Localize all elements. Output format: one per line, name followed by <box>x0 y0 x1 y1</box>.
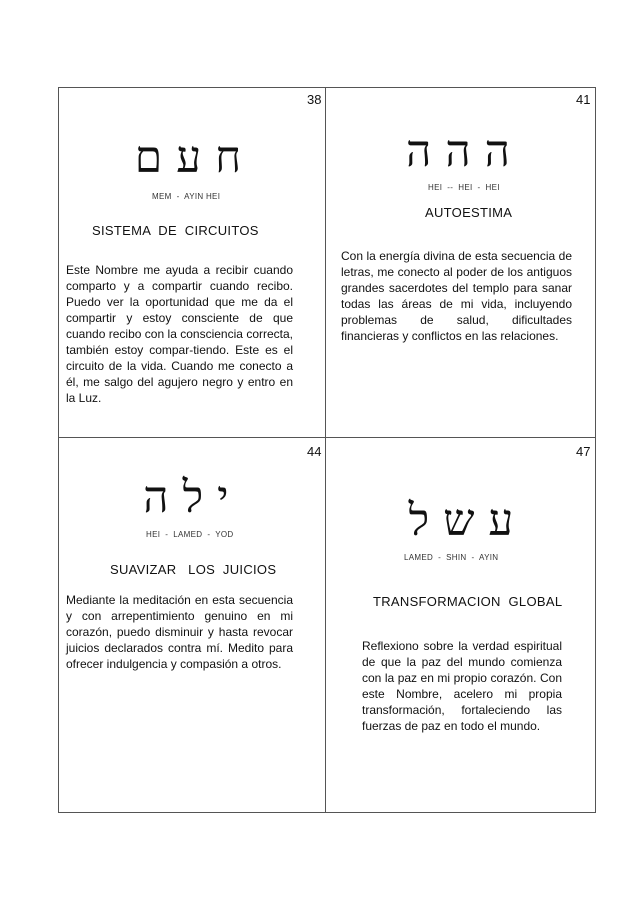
card-title: AUTOESTIMA <box>425 205 513 220</box>
letter-names: HEI - LAMED - YOD <box>146 530 234 539</box>
card-title: TRANSFORMACION GLOBAL <box>373 594 563 609</box>
letter-names: MEM - AYIN HEI <box>152 192 221 201</box>
card-description: Mediante la meditación en esta secuencia y con arrepentimiento genuino en mi corazón, puedo disminuir y hasta revocar juicios declarados contra mí. Medito para ofrecer indulgencia y compasión a otros. <box>66 593 293 671</box>
letter-names: LAMED - SHIN - AYIN <box>404 553 499 562</box>
card-number: 41 <box>576 92 591 107</box>
card-description: Reflexiono sobre la verdad espiritual de que la paz del mundo comienza con la paz en mi propio corazón. Con este Nombre, acelero mi propia transformación, fortaleciendo las fuerzas de paz en todo el mundo. <box>362 639 562 733</box>
card-number: 38 <box>307 92 322 107</box>
card-number: 44 <box>307 444 322 459</box>
card-title: SISTEMA DE CIRCUITOS <box>92 223 259 238</box>
hebrew-name: ילה <box>143 472 243 523</box>
card-number: 47 <box>576 444 591 459</box>
horizontal-divider <box>58 437 596 438</box>
card-description: Con la energía divina de esta secuencia de letras, me conecto al poder de los antiguos grandes sacerdotes del templo para sanar todas las áreas de mi vida, incluyendo problemas de salud, dificultades financieras y conflictos en las relaciones. <box>341 249 572 343</box>
vertical-divider <box>325 87 326 813</box>
card-description: Este Nombre me ayuda a recibir cuando comparto y a compartir cuando recibo. Puedo ver la oportunidad que me da el compartir y estoy consciente de que cuando recibo con la consciencia correcta, también estoy compar-tiendo. Este es el circuito de la vida. Cuando me conecto a él, me salgo del agujero negro y entro en la Luz. <box>66 263 293 405</box>
hebrew-name: חעם <box>134 132 256 183</box>
hebrew-name: עשל <box>408 495 528 546</box>
hebrew-name: ההה <box>406 126 524 177</box>
card-title: SUAVIZAR LOS JUICIOS <box>110 562 277 577</box>
letter-names: HEI -- HEI - HEI <box>428 183 500 192</box>
